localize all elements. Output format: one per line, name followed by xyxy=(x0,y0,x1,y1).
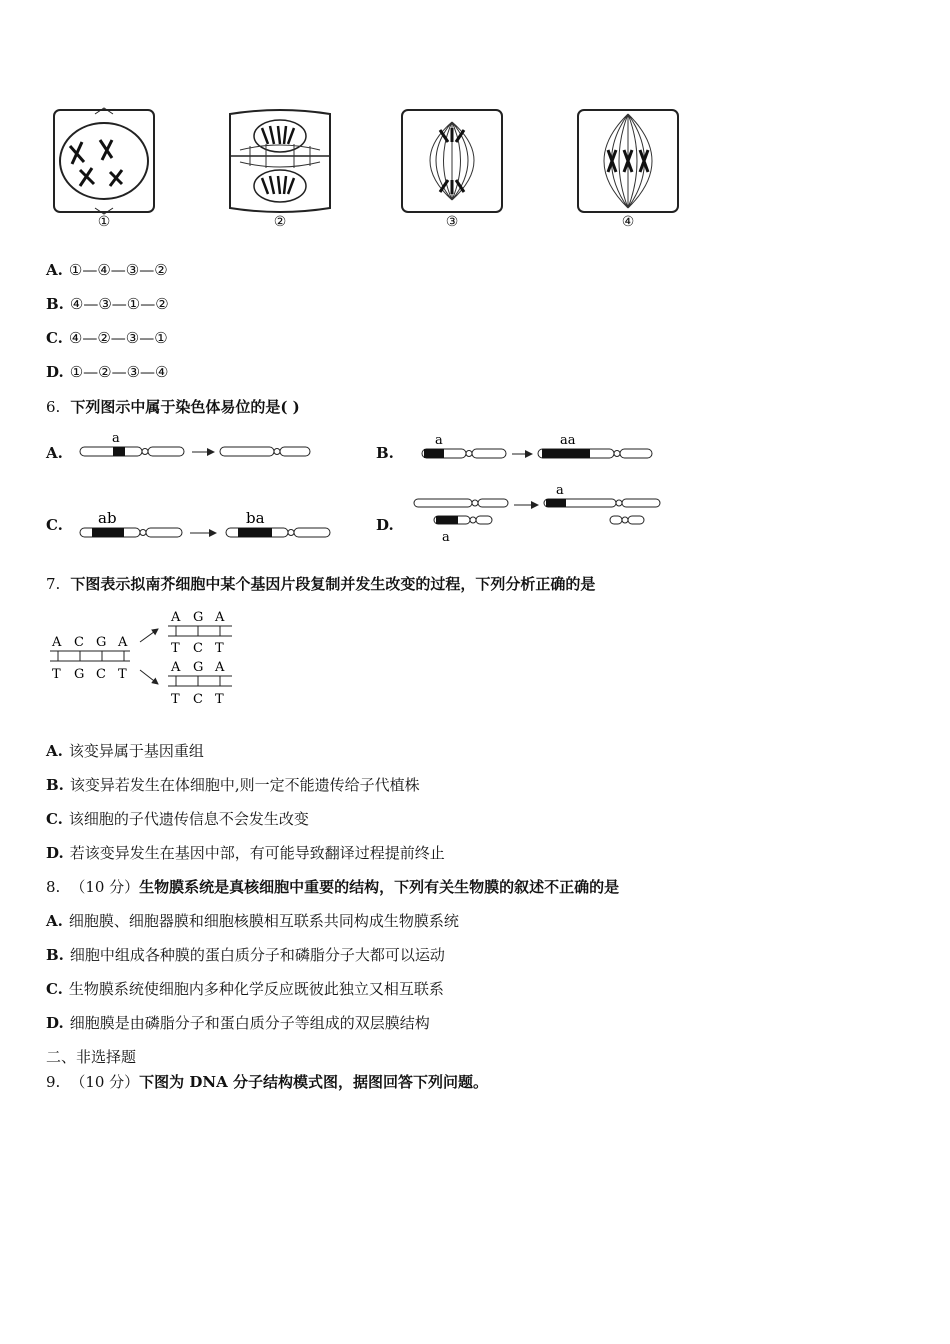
svg-text:C: C xyxy=(74,635,84,650)
option-text: 细胞膜是由磷脂分子和蛋白质分子等组成的双层膜结构 xyxy=(69,1014,430,1032)
svg-text:C: C xyxy=(193,692,203,707)
figure-caption-2: ② xyxy=(273,214,287,230)
svg-text:G: G xyxy=(96,635,107,650)
option-label: B. xyxy=(46,946,64,964)
q8-stem xyxy=(46,877,619,897)
figure-caption-3: ③ xyxy=(445,214,459,230)
option-text: ④—②—③—① xyxy=(68,329,168,347)
q6-stem xyxy=(46,397,300,417)
dna-original xyxy=(50,635,130,682)
q7-option-a[interactable] xyxy=(46,741,204,761)
q6-b-diagram xyxy=(422,433,652,458)
section-title: 二、非选择题 xyxy=(46,1048,137,1066)
cell-diagram-1 xyxy=(54,108,154,214)
figure-caption-4: ④ xyxy=(621,214,635,230)
q7-stem xyxy=(46,574,595,594)
q6-option-b-label[interactable]: B. xyxy=(376,444,394,462)
question-text: 下列图示中属于染色体易位的是( ) xyxy=(70,398,300,416)
option-label: B. xyxy=(46,776,64,794)
svg-text:T: T xyxy=(215,641,224,656)
svg-text:A: A xyxy=(52,635,62,650)
q8-option-c[interactable] xyxy=(46,979,444,999)
question-number: 8. xyxy=(46,878,61,896)
q6-option-c-label[interactable]: C. xyxy=(46,516,63,534)
question-score: （10 分） xyxy=(70,878,140,896)
option-text: 生物膜系统使细胞内多种化学反应既彼此独立又相互联系 xyxy=(68,980,444,998)
q5-option-d[interactable] xyxy=(46,362,169,382)
svg-text:T: T xyxy=(118,667,127,682)
option-label: C. xyxy=(46,329,63,347)
svg-text:T: T xyxy=(52,667,61,682)
svg-text:A: A xyxy=(118,635,128,650)
gene-label: aa xyxy=(560,433,576,448)
question-text: 生物膜系统是真核细胞中重要的结构，下列有关生物膜的叙述不正确的是 xyxy=(139,878,620,896)
svg-text:G: G xyxy=(193,660,204,675)
q7-dna-diagram xyxy=(40,604,250,714)
q5-option-a[interactable] xyxy=(46,260,168,280)
option-text: 该变异属于基因重组 xyxy=(68,742,204,760)
gene-label: ba xyxy=(246,509,265,527)
question-number: 7. xyxy=(46,575,61,593)
svg-text:A: A xyxy=(171,610,181,625)
option-text: ①—④—③—② xyxy=(68,261,168,279)
gene-label: a xyxy=(556,483,564,498)
q6-c-diagram xyxy=(80,509,330,537)
svg-text:A: A xyxy=(215,610,225,625)
dna-copy-2 xyxy=(168,660,232,707)
option-label: B. xyxy=(46,295,64,313)
cell-division-figures xyxy=(40,100,700,240)
gene-label: a xyxy=(435,433,443,448)
q6-a-diagram xyxy=(80,431,310,456)
option-text: ①—②—③—④ xyxy=(69,363,169,381)
q8-option-a[interactable] xyxy=(46,911,459,931)
q6-option-d-label[interactable]: D. xyxy=(376,516,394,534)
svg-text:C: C xyxy=(193,641,203,656)
q7-option-c[interactable] xyxy=(46,809,309,829)
option-text: 细胞膜、细胞器膜和细胞核膜相互联系共同构成生物膜系统 xyxy=(68,912,459,930)
question-score: （10 分） xyxy=(70,1073,140,1091)
svg-text:C: C xyxy=(96,667,106,682)
option-text: 若该变异发生在基因中部，有可能导致翻译过程提前终止 xyxy=(69,844,445,862)
cell-diagram-3 xyxy=(402,110,502,212)
option-label: A. xyxy=(46,912,63,930)
option-text: 细胞中组成各种膜的蛋白质分子和磷脂分子大都可以运动 xyxy=(69,946,445,964)
dna-copy-1 xyxy=(168,610,232,656)
svg-text:A: A xyxy=(171,660,181,675)
option-label: A. xyxy=(46,261,63,279)
q8-option-b[interactable] xyxy=(46,945,445,965)
option-text: 该细胞的子代遗传信息不会发生改变 xyxy=(68,810,309,828)
option-label: D. xyxy=(46,1014,64,1032)
q6-option-a-label[interactable]: A. xyxy=(46,444,63,462)
option-label: C. xyxy=(46,810,63,828)
svg-text:T: T xyxy=(171,641,180,656)
option-label: A. xyxy=(46,742,63,760)
q9-stem xyxy=(46,1072,488,1092)
option-label: C. xyxy=(46,980,63,998)
q8-option-d[interactable] xyxy=(46,1013,430,1033)
svg-text:A: A xyxy=(215,660,225,675)
question-text: 下图表示拟南芥细胞中某个基因片段复制并发生改变的过程，下列分析正确的是 xyxy=(70,575,596,593)
question-text: 下图为 DNA 分子结构模式图，据图回答下列问题。 xyxy=(139,1073,488,1091)
cell-diagram-2 xyxy=(230,110,330,212)
svg-text:T: T xyxy=(215,692,224,707)
q5-option-c[interactable] xyxy=(46,328,168,348)
option-text: ④—③—①—② xyxy=(69,295,169,313)
svg-text:G: G xyxy=(193,610,204,625)
q7-option-b[interactable] xyxy=(46,775,420,795)
gene-label: a xyxy=(112,431,120,446)
gene-label: ab xyxy=(98,509,117,527)
q6-d-diagram xyxy=(414,483,660,545)
option-text: 该变异若发生在体细胞中,则一定不能遗传给子代植株 xyxy=(69,776,420,794)
svg-text:T: T xyxy=(171,692,180,707)
gene-label: a xyxy=(442,530,450,545)
option-label: D. xyxy=(46,363,64,381)
question-number: 9. xyxy=(46,1073,61,1091)
svg-text:G: G xyxy=(74,667,85,682)
q6-chromosome-figures xyxy=(0,425,700,550)
question-number: 6. xyxy=(46,398,61,416)
figure-caption-1: ① xyxy=(97,214,111,230)
q7-option-d[interactable] xyxy=(46,843,445,863)
cell-diagram-4 xyxy=(578,110,678,212)
q5-option-b[interactable] xyxy=(46,294,169,314)
option-label: D. xyxy=(46,844,64,862)
